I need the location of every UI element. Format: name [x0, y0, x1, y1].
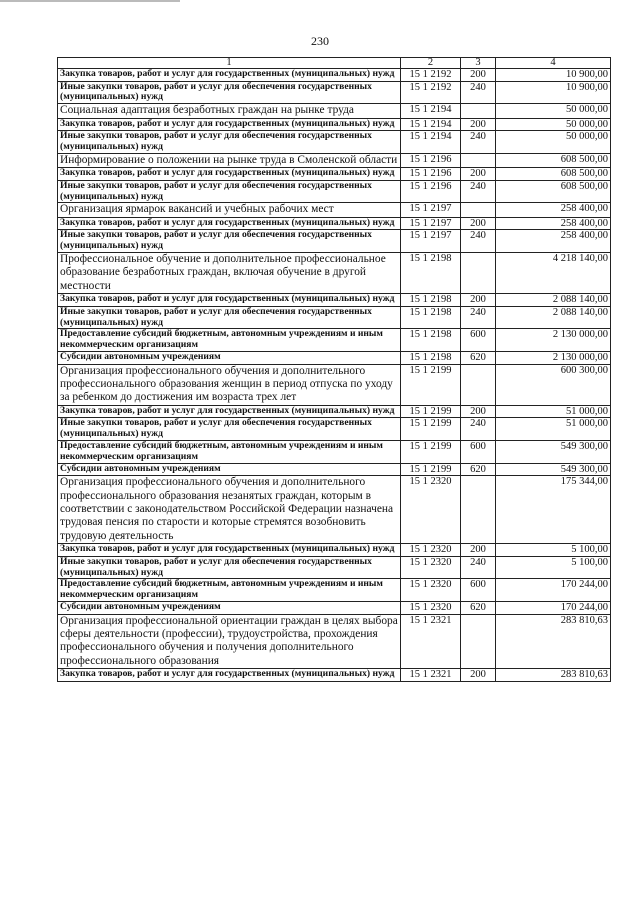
row-amount: 5 100,00: [496, 556, 611, 579]
row-name: Социальная адаптация безработных граждан на рынке труда: [58, 104, 401, 118]
row-expense-type: 240: [461, 418, 496, 441]
row-name: Иные закупки товаров, работ и услуг для обеспечения государственных (муниципальных) нужд: [58, 556, 401, 579]
row-name: Субсидии автономным учреждениям: [58, 463, 401, 476]
row-name: Иные закупки товаров, работ и услуг для обеспечения государственных (муниципальных) нужд: [58, 180, 401, 203]
table-row: [58, 440, 611, 463]
row-name: Закупка товаров, работ и услуг для государственных (муниципальных) нужд: [58, 168, 401, 181]
row-code: 15 1 2198: [401, 252, 461, 293]
header-col-4: 4: [496, 58, 611, 69]
row-name: Субсидии автономным учреждениям: [58, 601, 401, 614]
row-expense-type: 200: [461, 669, 496, 682]
page-number: 230: [311, 34, 329, 48]
row-expense-type: 600: [461, 440, 496, 463]
row-amount: 608 500,00: [496, 168, 611, 181]
row-amount: 175 344,00: [496, 476, 611, 544]
row-code: 15 1 2321: [401, 669, 461, 682]
row-code: 15 1 2198: [401, 329, 461, 352]
row-code: 15 1 2320: [401, 556, 461, 579]
row-amount: 549 300,00: [496, 440, 611, 463]
row-expense-type: 240: [461, 180, 496, 203]
row-name: Закупка товаров, работ и услуг для государственных (муниципальных) нужд: [58, 118, 401, 131]
row-expense-type: 200: [461, 544, 496, 557]
row-expense-type: 240: [461, 306, 496, 329]
table-row: [58, 131, 611, 154]
row-code: 15 1 2199: [401, 440, 461, 463]
row-expense-type: 240: [461, 556, 496, 579]
table-row: [58, 351, 611, 364]
row-name: Субсидии автономным учреждениям: [58, 351, 401, 364]
row-amount: 2 088 140,00: [496, 306, 611, 329]
row-code: 15 1 2198: [401, 294, 461, 307]
header-col-1: 1: [58, 58, 401, 69]
row-expense-type: 240: [461, 131, 496, 154]
table-row: [58, 476, 611, 544]
row-amount: 2 130 000,00: [496, 329, 611, 352]
row-code: 15 1 2194: [401, 118, 461, 131]
row-name: Предоставление субсидий бюджетным, автономным учреждениям и иным некоммерческим организациям: [58, 329, 401, 352]
row-amount: 170 244,00: [496, 579, 611, 602]
row-expense-type: 240: [461, 230, 496, 253]
row-expense-type: 600: [461, 579, 496, 602]
row-expense-type: [461, 104, 496, 118]
row-amount: 600 300,00: [496, 364, 611, 405]
scan-edge-line: [0, 0, 180, 2]
row-code: 15 1 2198: [401, 306, 461, 329]
row-name: Закупка товаров, работ и услуг для государственных (муниципальных) нужд: [58, 544, 401, 557]
row-amount: 258 400,00: [496, 217, 611, 230]
row-expense-type: 200: [461, 217, 496, 230]
table-row: [58, 614, 611, 669]
row-expense-type: 200: [461, 405, 496, 418]
row-code: 15 1 2320: [401, 601, 461, 614]
row-expense-type: [461, 203, 496, 217]
row-amount: 2 130 000,00: [496, 351, 611, 364]
table-row: [58, 579, 611, 602]
table-row: [58, 463, 611, 476]
header-col-3: 3: [461, 58, 496, 69]
row-code: 15 1 2320: [401, 544, 461, 557]
table-row: [58, 104, 611, 118]
row-expense-type: 620: [461, 601, 496, 614]
row-name: Иные закупки товаров, работ и услуг для обеспечения государственных (муниципальных) нужд: [58, 306, 401, 329]
row-name: Иные закупки товаров, работ и услуг для обеспечения государственных (муниципальных) нужд: [58, 81, 401, 104]
row-name: Иные закупки товаров, работ и услуг для обеспечения государственных (муниципальных) нужд: [58, 418, 401, 441]
row-amount: 258 400,00: [496, 230, 611, 253]
table-row: [58, 203, 611, 217]
row-code: 15 1 2197: [401, 217, 461, 230]
table-row: [58, 329, 611, 352]
row-amount: 50 000,00: [496, 131, 611, 154]
table-row: [58, 601, 611, 614]
row-code: 15 1 2198: [401, 351, 461, 364]
table-row: [58, 153, 611, 167]
row-expense-type: 200: [461, 118, 496, 131]
table-row: [58, 81, 611, 104]
row-expense-type: [461, 364, 496, 405]
row-name: Организация профессионального обучения и дополнительного профессионального образования женщин в период отпуска по уходу за ребенком до достижения им возраста трех лет: [58, 364, 401, 405]
row-name: Закупка товаров, работ и услуг для государственных (муниципальных) нужд: [58, 217, 401, 230]
row-amount: 283 810,63: [496, 614, 611, 669]
table-row: [58, 669, 611, 682]
row-code: 15 1 2194: [401, 104, 461, 118]
row-amount: 2 088 140,00: [496, 294, 611, 307]
row-name: Закупка товаров, работ и услуг для государственных (муниципальных) нужд: [58, 294, 401, 307]
row-code: 15 1 2199: [401, 463, 461, 476]
row-name: Информирование о положении на рынке труда в Смоленской области: [58, 153, 401, 167]
row-expense-type: 240: [461, 81, 496, 104]
row-amount: 549 300,00: [496, 463, 611, 476]
row-name: Предоставление субсидий бюджетным, автономным учреждениям и иным некоммерческим организациям: [58, 440, 401, 463]
table-row: [58, 364, 611, 405]
row-amount: 608 500,00: [496, 180, 611, 203]
row-code: 15 1 2196: [401, 168, 461, 181]
row-expense-type: 200: [461, 69, 496, 82]
row-code: 15 1 2196: [401, 180, 461, 203]
row-code: 15 1 2197: [401, 230, 461, 253]
row-code: 15 1 2197: [401, 203, 461, 217]
row-name: Иные закупки товаров, работ и услуг для обеспечения государственных (муниципальных) нужд: [58, 131, 401, 154]
row-code: 15 1 2194: [401, 131, 461, 154]
table-row: [58, 118, 611, 131]
row-amount: 5 100,00: [496, 544, 611, 557]
row-amount: 10 900,00: [496, 69, 611, 82]
table-row: [58, 230, 611, 253]
budget-table: [57, 57, 611, 682]
row-name: Организация ярмарок вакансий и учебных рабочих мест: [58, 203, 401, 217]
table-row: [58, 252, 611, 293]
row-expense-type: [461, 614, 496, 669]
row-expense-type: 200: [461, 294, 496, 307]
row-amount: 258 400,00: [496, 203, 611, 217]
row-expense-type: [461, 476, 496, 544]
row-name: Закупка товаров, работ и услуг для государственных (муниципальных) нужд: [58, 405, 401, 418]
table-row: [58, 418, 611, 441]
table-row: [58, 556, 611, 579]
row-amount: 10 900,00: [496, 81, 611, 104]
row-code: 15 1 2199: [401, 405, 461, 418]
row-amount: 4 218 140,00: [496, 252, 611, 293]
row-amount: 51 000,00: [496, 405, 611, 418]
row-expense-type: 620: [461, 351, 496, 364]
table-header-row: [58, 58, 611, 69]
row-amount: 170 244,00: [496, 601, 611, 614]
row-expense-type: [461, 153, 496, 167]
row-amount: 50 000,00: [496, 104, 611, 118]
table-row: [58, 294, 611, 307]
row-expense-type: 620: [461, 463, 496, 476]
table-row: [58, 168, 611, 181]
table-row: [58, 544, 611, 557]
row-amount: 51 000,00: [496, 418, 611, 441]
row-name: Закупка товаров, работ и услуг для государственных (муниципальных) нужд: [58, 69, 401, 82]
row-name: Иные закупки товаров, работ и услуг для обеспечения государственных (муниципальных) нужд: [58, 230, 401, 253]
table-row: [58, 217, 611, 230]
row-expense-type: 600: [461, 329, 496, 352]
row-name: Организация профессионального обучения и дополнительного профессионального образования незанятых граждан, которым в соответствии с законодательством Российской Федерации назначена трудовая пенсия по старости и которые стремятся возобновить трудовую деятельность: [58, 476, 401, 544]
row-name: Организация профессиональной ориентации граждан в целях выбора сферы деятельности (профессии), трудоустройства, прохождения профессионального обучения и получения дополнительного профессионального образования: [58, 614, 401, 669]
table-row: [58, 405, 611, 418]
row-code: 15 1 2320: [401, 476, 461, 544]
row-code: 15 1 2196: [401, 153, 461, 167]
row-code: 15 1 2199: [401, 364, 461, 405]
row-expense-type: 200: [461, 168, 496, 181]
table-row: [58, 69, 611, 82]
row-code: 15 1 2321: [401, 614, 461, 669]
table-row: [58, 306, 611, 329]
row-code: 15 1 2192: [401, 69, 461, 82]
table-body: [58, 69, 611, 682]
row-amount: 50 000,00: [496, 118, 611, 131]
row-name: Предоставление субсидий бюджетным, автономным учреждениям и иным некоммерческим организациям: [58, 579, 401, 602]
row-amount: 283 810,63: [496, 669, 611, 682]
row-name: Профессиональное обучение и дополнительное профессиональное образование безработных граждан, включая обучение в другой местности: [58, 252, 401, 293]
row-code: 15 1 2320: [401, 579, 461, 602]
header-col-2: 2: [401, 58, 461, 69]
row-expense-type: [461, 252, 496, 293]
table-row: [58, 180, 611, 203]
row-name: Закупка товаров, работ и услуг для государственных (муниципальных) нужд: [58, 669, 401, 682]
row-amount: 608 500,00: [496, 153, 611, 167]
row-code: 15 1 2192: [401, 81, 461, 104]
row-code: 15 1 2199: [401, 418, 461, 441]
